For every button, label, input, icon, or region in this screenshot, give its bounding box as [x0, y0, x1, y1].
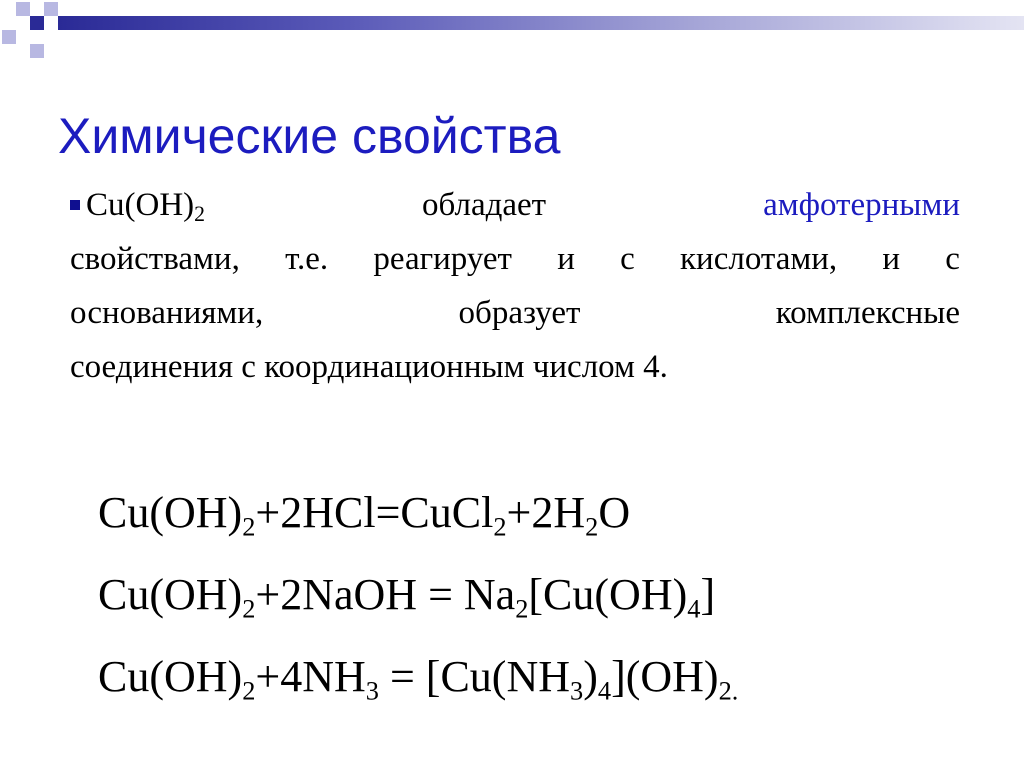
paragraph-line-2 [70, 232, 960, 286]
word: реагирует [373, 241, 512, 277]
formula-cu-oh-2: $Cu(OH)_2$ [70, 178, 205, 232]
line-text: соединения с координационным числом 4. [70, 349, 668, 385]
equations-block [98, 472, 738, 718]
decor-square [30, 44, 44, 58]
decor-square [16, 2, 30, 16]
word: обладает [422, 187, 547, 223]
body-paragraph [70, 178, 960, 394]
paragraph-line-3 [70, 286, 960, 340]
decor-square [2, 30, 16, 44]
paragraph-line-4 [70, 340, 960, 394]
paragraph-line-1 [70, 178, 960, 232]
equation-hcl: $Cu(OH)_2+2HCl=CuCl_2+2H_2O$ [98, 488, 631, 542]
word: кислотами, [680, 241, 838, 277]
slide-title: Химические свойства [58, 108, 561, 164]
bullet-square-icon [70, 200, 80, 210]
decor-square [30, 16, 44, 30]
word: и [557, 241, 575, 277]
equation-naoh: $Cu(OH)_2+2NaOH = Na_2[Cu(OH)_4]$ [98, 570, 716, 624]
decor-square [44, 2, 58, 16]
word: основаниями, [70, 295, 264, 331]
word: свойствами, [70, 241, 240, 277]
equation-nh3: $Cu(OH)_2+4NH_3 = [Cu(NH_3)_4](OH)_{2.}$ [98, 652, 739, 706]
header-band [58, 16, 1024, 30]
word: комплексные [775, 295, 960, 331]
word: с [945, 241, 960, 277]
word: с [620, 241, 635, 277]
highlighted-word: амфотерными [763, 187, 960, 223]
word: т.е. [285, 241, 329, 277]
word: образует [458, 295, 581, 331]
word: и [882, 241, 901, 277]
